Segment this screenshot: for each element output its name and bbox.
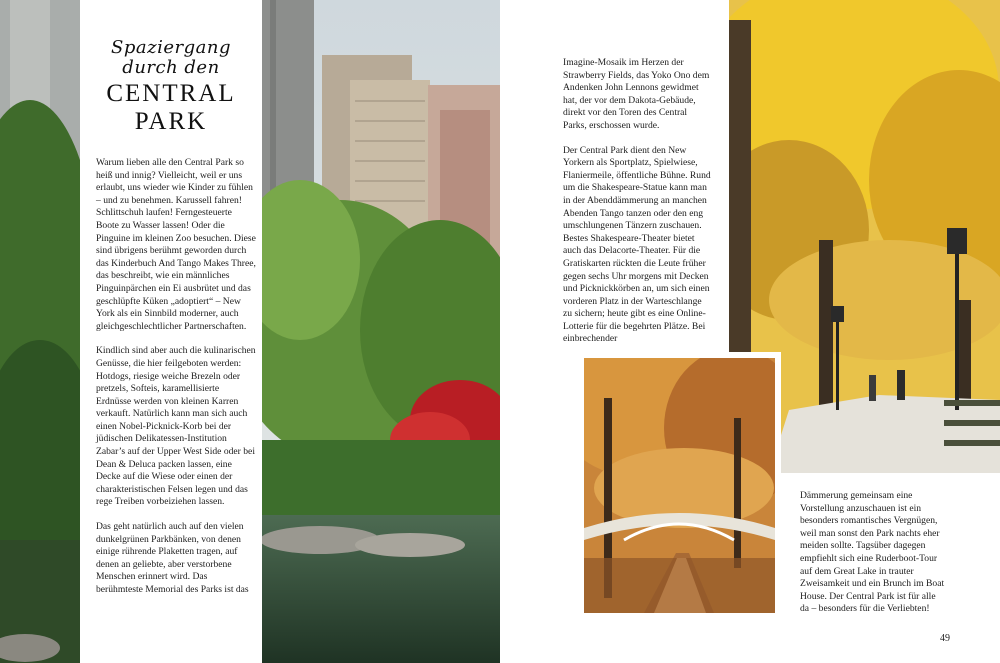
page-number: 49 xyxy=(940,633,950,644)
paragraph: Imagine-Mosaik im Herzen der Strawberry Fields, das Yoko Ono dem Andenken John Lennons gewidmet hat, der vor dem Dakota-Gebäude, direkt vor den Toren des Central Parks, erschossen wurde. xyxy=(563,57,710,131)
bridge-autumn-illustration xyxy=(584,358,775,613)
kicker-line-1: Spaziergang xyxy=(111,37,231,58)
text-column-2 xyxy=(563,57,713,358)
photo-bridge-autumn xyxy=(584,358,775,613)
kicker-line-2: durch den xyxy=(122,57,220,78)
article-kicker xyxy=(80,38,262,78)
headline-line-2: PARK xyxy=(134,108,208,135)
headline-line-1: CENTRAL xyxy=(106,80,236,107)
paragraph: Kindlich sind aber auch die kulinarischen Genüsse, die hier feilgeboten werden: Hotdogs, riesige weiche Brezeln oder pretzels, Softeis, karamellisierte Erdnüsse werden von kleinen Karren verkauft. Natürlich kann man sich auch einen Nobel-Picknick-Korb bei der jüdischen Delikatessen-Institution Zabar’s auf der Upper West Side oder bei Dean & Deluca packen lassen, eine Decke auf die Wiese oder einen der charakteristischen Felsen legen und das rege Treiben vorbeiziehen lassen. xyxy=(96,345,256,508)
text-column-1 xyxy=(96,157,256,609)
text-column-3 xyxy=(800,490,946,628)
paragraph: Der Central Park dient den New Yorkern als Sportplatz, Spielwiese, Flaniermeile, öffentliche Bühne. Rund um die Shakespeare-Statue kann man in der Abenddämmerung an manchen Abenden Tango tanzen oder den eng umschlungenen Tänzern zuschauen. Bestes Shakespeare-Theater bietet auch das Delacorte-Theater. Für die Gratiskarten rückten die Leute früher gegen sechs Uhr morgens mit Decken und Picknickkörben an, um sich einen vorderen Platz in der Warteschlange zu sichern; heute gibt es eine Online-Lotterie für die begehrten Plätze. Bei einbrechender xyxy=(563,144,711,345)
paragraph: Dämmerung gemeinsam eine Vorstellung anzuschauen ist ein besonders romantisches Vergnügen, weil man sonst den Park nachts eher meiden sollte. Tagsüber dagegen empfiehlt sich eine Ruderboot-Tour auf dem Great Lake in trauter Zweisamkeit und ein Brunch im Boat House. Der Central Park ist für alle da – besonders für die Verliebten! xyxy=(800,490,945,615)
paragraph: Das geht natürlich auch auf den vielen dunkelgrünen Parkbänken, von denen einige rührende Plaketten tragen, auf denen an geliebte, aber verstorbene Menschen erinnert wird. Das berühmteste Memorial des Parks ist das xyxy=(96,521,249,595)
paragraph: Warum lieben alle den Central Park so heiß und innig? Vielleicht, weil er uns erlaubt, uns wieder wie Kinder zu fühlen – und zu benehmen. Karussell fahren! Schlittschuh laufen! Ferngesteuerte Boote zu Wasser lassen! Oder die Pinguine im kleinen Zoo besuchen. Diese sind übrigens berühmt geworden durch das Kinderbuch And Tango Makes Three, das beschreibt, wie ein männliches Pinguinpärchen ein Ei ausbrütet und das geschlüpfte Küken „adoptiert“ – New York als ein Sinnbild moderner, auch gleichgeschlechtlicher Partnerschaften. xyxy=(96,157,256,332)
article-headline xyxy=(80,80,262,136)
